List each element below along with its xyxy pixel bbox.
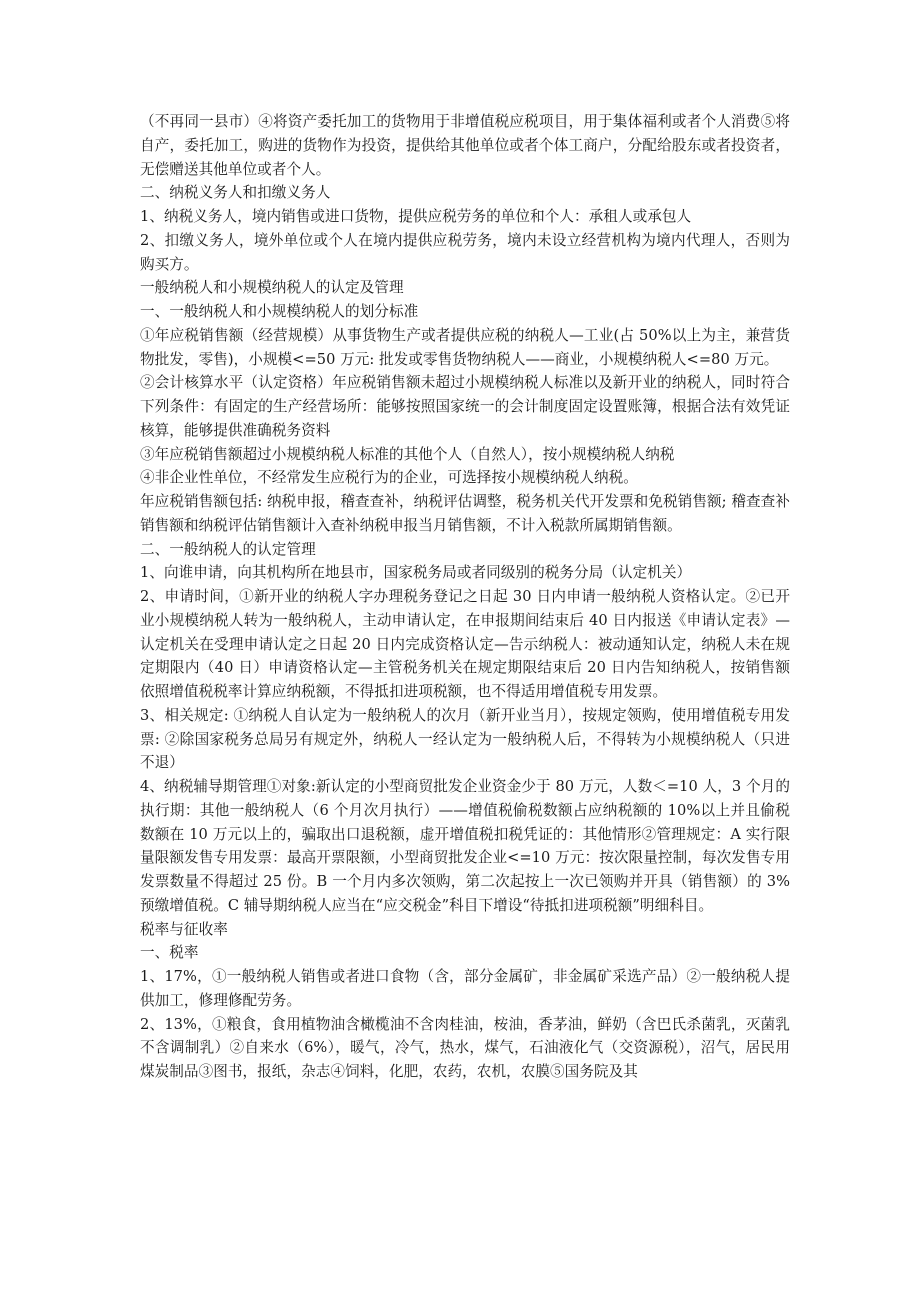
heading-general-small-taxpayer: 一般纳税人和小规模纳税人的认定及管理 bbox=[140, 279, 404, 297]
heading-tax-rates: 税率与征收率 bbox=[140, 920, 228, 938]
paragraph-taxpayer-definition: 1、纳税义务人，境内销售或进口货物，提供应税劳务的单位和个人：承租人或承包人 bbox=[140, 208, 692, 225]
paragraph-non-enterprise: ④非企业性单位，不经常发生应税行为的企业，可选择按小规模纳税人纳税。 bbox=[140, 469, 638, 487]
paragraph-accounting-level: ②会计核算水平（认定资格）年应税销售额未超过小规模纳税人标准以及新开业的纳税人，同时符合下列条件：有固定的生产经营场所：能够按照国家统一的会计制度固定设置账簿，根据合法有效凭证核算，能够提供准确税务资料 bbox=[140, 374, 790, 439]
heading-rate-section: 一、税率 bbox=[140, 944, 199, 962]
paragraph-application-time: 2、申请时间，①新开业的纳税人字办理税务登记之日起 30 日内申请一般纳税人资格认定。②已开业小规模纳税人转为一般纳税人，主动申请认定，在申报期间结束后 40 日内报送《申请认定表》—认定机关在受理申请认定之日起 20 日内完成资格认定—告示纳税人：被动通知认定，纳税人未在规定期限内（40 日）申请资格认定—主管税务机关在规定期限结束后 20 日内告知纳税人，按销售额依照增值税税率计算应纳税额，不得抵扣进项税额，也不得适用增值税专用发票。 bbox=[140, 588, 790, 700]
paragraph-related-rules: 3、相关规定: ①纳税人自认定为一般纳税人的次月（新开业当月），按规定领购，使用增值税专用发票: ②除国家税务总局另有规定外，纳税人一经认定为一般纳税人后，不得转为小规模纳税人（只进不退） bbox=[140, 706, 790, 772]
paragraph-annual-sales-includes: 年应税销售额包括: 纳税申报，稽查查补，纳税评估调整，税务机关代开发票和免税销售额; 稽查查补销售额和纳税评估销售额计入查补纳税申报当月销售额，不计入税款所属期销售额。 bbox=[140, 493, 790, 534]
paragraph-annual-sales: ①年应税销售额（经营规模）从事货物生产或者提供应税的纳税人—工业(占 50%以上为主，兼营货物批发，零售)，小规模<=50 万元: 批发或零售货物纳税人——商业，小规模纳税人<=80 万元。 bbox=[140, 326, 790, 368]
document-body bbox=[140, 110, 790, 1084]
paragraph-withholding-agent: 2、扣缴义务人，境外单位或个人在境内提供应税劳务，境内未设立经营机构为境内代理人，否则为购买方。 bbox=[140, 231, 790, 273]
paragraph-coaching-period: 4、纳税辅导期管理①对象:新认定的小型商贸批发企业资金少于 80 万元，人数＜=10 人，3 个月的执行期：其他一般纳税人（6 个月次月执行）——增值税偷税数额占应纳税额的 10%以上并且偷税数额在 10 万元以上的，骗取出口退税额，虚开增值税扣税凭证的：其他情形②管理规定：A 实行限量限额发售专用发票：最高开票限额，小型商贸批发企业<=10 万元：按次限量控制，每次发售专用发票数量不得超过 25 份。B 一个月内多次领购，第二次起按上一次已领购并开具（销售额）的 3%预缴增值税。C 辅导期纳税人应当在“应交税金”科目下增设“待抵扣进项税额”明细科目。 bbox=[140, 778, 790, 914]
paragraph-where-to-apply: 1、向谁申请，向其机构所在地县市，国家税务局或者同级别的税务分局（认定机关） bbox=[140, 564, 692, 582]
paragraph-deemed-sales-continued: （不再同一县市）④将资产委托加工的货物用于非增值税应税项目，用于集体福利或者个人消费⑤将自产，委托加工，购进的货物作为投资，提供给其他单位或者个体工商户，分配给股东或者投资者，无偿赠送其他单位或者个人。 bbox=[140, 113, 790, 178]
heading-classification-standard: 一、一般纳税人和小规模纳税人的划分标准 bbox=[140, 303, 419, 320]
paragraph-rate-17: 1、17%，①一般纳税人销售或者进口食物（含，部分金属矿，非金属矿采选产品）②一般纳税人提供加工，修理修配劳务。 bbox=[140, 968, 790, 1009]
paragraph-rate-13: 2、13%，①粮食，食用植物油含橄榄油不含肉桂油，桉油，香茅油，鲜奶（含巴氏杀菌乳，灭菌乳不含调制乳）②自来水（6%），暖气，冷气，热水，煤气，石油液化气（交资源税），沼气，居民用煤炭制品③图书，报纸，杂志④饲料，化肥，农药，农机，农膜⑤国务院及其 bbox=[140, 1015, 790, 1080]
heading-recognition-management: 二、一般纳税人的认定管理 bbox=[140, 540, 316, 558]
paragraph-other-individuals: ③年应税销售额超过小规模纳税人标准的其他个人（自然人），按小规模纳税人纳税 bbox=[140, 445, 675, 463]
heading-taxpayers-and-withholders: 二、纳税义务人和扣缴义务人 bbox=[140, 184, 331, 202]
